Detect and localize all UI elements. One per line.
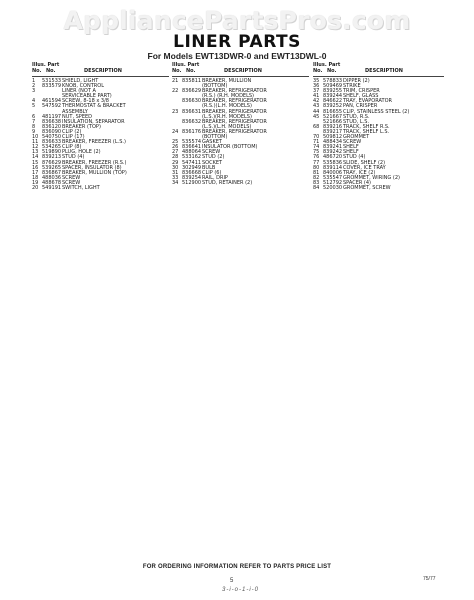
illus-number: 80 [313, 164, 320, 171]
illus-number: 42 [313, 98, 320, 105]
illus-number: 6 [32, 113, 36, 120]
part-number: 836631 [182, 108, 202, 115]
illus-number: 36 [313, 83, 320, 90]
part-description: BREAKER (TOP) [62, 123, 101, 130]
part-description: SPACER, INSULATOR (8) [62, 164, 122, 171]
illus-number: 68 [313, 123, 320, 130]
part-number: 535547 [323, 174, 343, 181]
part-description: KNOB, CONTROL [62, 83, 104, 90]
part-number: 816655 [323, 108, 343, 115]
part-number: 578833 [323, 78, 343, 84]
part-number: 535836 [323, 159, 343, 166]
part-description: LINER (NOT A [62, 88, 96, 95]
header-description: DESCRIPTION [365, 68, 403, 74]
part-number: 512792 [323, 179, 343, 186]
part-number: 839213 [42, 154, 62, 161]
part-number: 839255 [323, 88, 343, 95]
part-description: SHELF [343, 144, 359, 151]
header-description: DESCRIPTION [224, 68, 262, 74]
header-rule [32, 76, 169, 77]
part-description: BULB [202, 164, 216, 171]
part-description: SCREW [62, 174, 81, 181]
part-number: 836632 [182, 118, 202, 125]
illus-number: 34 [172, 179, 179, 186]
part-number: 835811 [182, 78, 202, 84]
part-number: 836633 [42, 139, 62, 146]
column-rows [313, 79, 444, 191]
illus-number: 44 [313, 108, 320, 115]
part-number: 509469 [323, 83, 343, 90]
part-description: SERVICEABLE PART) [62, 93, 112, 100]
part-number: 519890 [42, 149, 62, 156]
part-description: SPACER (4) [343, 179, 371, 186]
part-description: (L.S.)(R.H. MODELS) [202, 113, 252, 120]
illus-number: 75 [313, 149, 320, 156]
illus-number: 33 [172, 174, 179, 181]
part-row [32, 186, 169, 191]
part-number: 540750 [42, 134, 62, 141]
part-number: 840006 [323, 169, 343, 176]
illus-number: 14 [32, 154, 39, 161]
parts-column-1 [32, 62, 169, 424]
header-description: DESCRIPTION [84, 68, 122, 74]
part-number: 461594 [42, 98, 62, 105]
column-header [172, 62, 309, 79]
parts-column-2 [172, 62, 309, 424]
part-description: BREAKER, REFRIGERATOR [202, 88, 267, 95]
part-number: 539265 [42, 164, 62, 171]
illus-number: 18 [32, 174, 39, 181]
part-number: 839252 [323, 103, 343, 110]
part-number: 876629 [42, 159, 62, 166]
illus-number: 10 [32, 134, 39, 141]
header-part-no: No. [46, 68, 56, 74]
illus-number: 15 [32, 159, 39, 166]
part-description: BREAKER, MULLION (TOP) [62, 169, 127, 176]
part-number: 836641 [182, 144, 202, 151]
illus-number: 8 [32, 123, 36, 130]
illus-number: 22 [172, 88, 179, 95]
illus-number: 16 [32, 164, 39, 171]
part-description: BREAKER, FREEZER (R.S.) [62, 159, 127, 166]
illus-number: 76 [313, 154, 320, 161]
part-description: SHELF, GLASS [343, 93, 379, 100]
handwritten-mark: 3-i-o-1-i-0 [222, 587, 260, 593]
part-number: 836090 [42, 128, 62, 135]
part-description: STUD, R.S. [343, 113, 370, 120]
part-description: PLUG, HOLE (2) [62, 149, 101, 156]
part-number: 481197 [42, 113, 62, 120]
illus-number: 37 [313, 88, 320, 95]
part-number: 486720 [323, 154, 343, 161]
parts-column-3 [313, 62, 444, 424]
illus-number: 12 [32, 144, 39, 151]
part-number: 302949 [182, 164, 202, 171]
part-description: PAN, CRISPER [343, 103, 378, 110]
part-description: SLIDE, SHELF (2) [343, 159, 386, 166]
part-description: (R.S.)(L.H. MODELS) [202, 103, 252, 110]
header-illus-part: Illus. Part [172, 62, 200, 68]
page-title: LINER PARTS [173, 32, 301, 52]
illus-number: 25 [172, 139, 179, 146]
header-illus-part: Illus. Part [313, 62, 341, 68]
part-description: STUD (2) [202, 154, 225, 161]
part-description: SHIELD, LIGHT [62, 78, 99, 84]
part-description: TRIM, CRISPER [343, 88, 380, 95]
illus-number: 20 [32, 184, 39, 191]
column-header [313, 62, 444, 79]
illus-number: 19 [32, 179, 39, 186]
part-description: TRAY, EVAPORATOR [343, 98, 392, 105]
part-number: 512900 [182, 179, 202, 186]
illus-number: 28 [172, 154, 179, 161]
part-number: 836668 [182, 169, 202, 176]
document-code: 75/77 [423, 576, 436, 582]
part-description: CLIP (17) [62, 134, 85, 141]
header-illus-part: Illus. Part [32, 62, 60, 68]
part-description: STUD, RETAINER (2) [202, 179, 253, 186]
header-no: No. [313, 68, 323, 74]
part-description: ASSEMBLY [62, 108, 88, 115]
header-rule [313, 76, 444, 77]
part-number: 839241 [323, 144, 343, 151]
part-description: GROMMET, SCREW [343, 184, 391, 191]
header-no: No. [32, 68, 42, 74]
part-description: CLIP (8) [62, 144, 82, 151]
illus-number: 11 [32, 139, 39, 146]
illus-number: 17 [32, 169, 39, 176]
part-description: SWITCH, LIGHT [62, 184, 100, 191]
watermark-logo: AppliancePartsPros.com [63, 6, 411, 35]
part-description: (R.S.) (R.H. MODELS) [202, 93, 254, 100]
illus-number: 45 [313, 113, 320, 120]
part-number: 836176 [182, 128, 202, 135]
illus-number: 82 [313, 174, 320, 181]
part-description: BREAKER, REFRIGERATOR [202, 98, 267, 105]
part-description: GROMMET [343, 134, 370, 141]
part-description: STUD, L.S. [343, 118, 370, 125]
part-description: SCREW [202, 149, 221, 156]
part-number: 488064 [182, 149, 202, 156]
part-number: 534265 [42, 144, 62, 151]
part-number: 836629 [182, 88, 202, 95]
part-description: BREAKER, REFRIGERATOR [202, 128, 267, 135]
illus-number: 77 [313, 159, 320, 166]
part-number: 488036 [42, 174, 62, 181]
illus-number: 23 [172, 108, 179, 115]
part-number: 531533 [42, 78, 62, 84]
part-description: TRACK, SHELF L.S. [343, 128, 390, 135]
illus-number: 84 [313, 184, 320, 191]
illus-number: 27 [172, 149, 179, 156]
header-no: No. [172, 68, 182, 74]
illus-number: 29 [172, 159, 179, 166]
part-description: BREAKER, FREEZER (L.S.) [62, 139, 126, 146]
part-number: 839242 [323, 149, 343, 156]
ordering-note: FOR ORDERING INFORMATION REFER TO PARTS PRICE LIST [142, 564, 332, 570]
illus-number: 41 [313, 93, 320, 100]
part-description: SCREW, 8-18 x 3/8 [62, 98, 109, 105]
illus-number: 5 [32, 103, 36, 110]
part-number: 836120 [42, 123, 62, 130]
part-description: (BOTTOM) [202, 83, 228, 90]
header-part-no: No. [186, 68, 196, 74]
illus-number: 2 [32, 83, 36, 90]
part-description: SCREW [62, 179, 81, 186]
part-number: 839114 [323, 164, 343, 171]
illus-number: 1 [32, 78, 36, 84]
part-number: 521667 [323, 113, 343, 120]
part-description: GASKET [202, 139, 222, 146]
part-row [172, 181, 309, 186]
part-number: 533162 [182, 154, 202, 161]
part-description: SHELF [343, 149, 359, 156]
part-number: 549191 [42, 184, 62, 191]
part-description: RAIL, DRIP [202, 174, 228, 181]
illus-number: 13 [32, 149, 39, 156]
page-subtitle: For Models EWT13DWR-0 and EWT13DWL-0 [147, 51, 327, 61]
illus-number: 26 [172, 144, 179, 151]
header-part-no: No. [327, 68, 337, 74]
part-number: 833579 [42, 83, 62, 90]
part-number: 836867 [42, 169, 62, 176]
part-number: 509812 [323, 134, 343, 141]
header-rule [172, 76, 309, 77]
illus-number: 9 [32, 128, 36, 135]
part-description: STRIKE [343, 83, 361, 90]
parts-table [32, 62, 444, 424]
part-number: 839244 [323, 93, 343, 100]
illus-number: 35 [313, 78, 320, 84]
illus-number: 81 [313, 169, 320, 176]
illus-number: 43 [313, 103, 320, 110]
illus-number: 74 [313, 144, 320, 151]
part-description: CLIP (2) [62, 128, 82, 135]
part-description: INSULATION, SEPARATOR [62, 118, 125, 125]
illus-number: 7 [32, 118, 36, 125]
part-description: SOCKET [202, 159, 223, 166]
part-number: 488434 [323, 139, 343, 146]
column-rows [32, 79, 169, 191]
part-description: BREAKER, REFRIGERATOR [202, 108, 267, 115]
part-number: 846622 [323, 98, 343, 105]
part-description: TRACK, SHELF R.S. [343, 123, 390, 130]
part-description: SCREW [343, 139, 362, 146]
part-number: 839216 [323, 123, 343, 130]
part-description: DIPPER (2) [343, 78, 370, 84]
part-description: NUT, SPEED [62, 113, 92, 120]
illus-number: 71 [313, 139, 320, 146]
part-number: 839217 [323, 128, 343, 135]
part-number: 520030 [323, 184, 343, 191]
part-description: GROMMET, WIRING (2) [343, 174, 400, 181]
page-number: 5 [230, 578, 234, 584]
part-description: BREAKER, MULLION [202, 78, 252, 84]
part-number: 547411 [182, 159, 202, 166]
illus-number: 24 [172, 128, 179, 135]
part-number: 836638 [42, 118, 62, 125]
part-number: 535574 [182, 139, 202, 146]
illus-number: 30 [172, 164, 179, 171]
part-row [313, 186, 444, 191]
illus-number: 3 [32, 88, 36, 95]
part-description: BREAKER, REFRIGERATOR [202, 118, 267, 125]
part-description: INSULATOR (BOTTOM) [202, 144, 258, 151]
part-description: (L.S.)(L.H. MODELS) [202, 123, 252, 130]
part-number: 839254 [182, 174, 202, 181]
part-description: THERMOSTAT & BRACKET [62, 103, 126, 110]
part-number: 547592 [42, 103, 62, 110]
illus-number: 83 [313, 179, 320, 186]
part-description: TRAY, ICE (2) [343, 169, 376, 176]
part-number: 488678 [42, 179, 62, 186]
column-rows [172, 79, 309, 186]
part-description: STUD (4) [62, 154, 85, 161]
illus-number: 31 [172, 169, 179, 176]
illus-number: 21 [172, 78, 179, 84]
part-number: 521666 [323, 118, 343, 125]
part-description: STUD (4) [343, 154, 366, 161]
part-description: CLIP, STAINLESS STEEL (2) [343, 108, 410, 115]
part-description: CLIP (6) [202, 169, 222, 176]
part-description: COVER, ICE TRAY [343, 164, 386, 171]
illus-number: 4 [32, 98, 36, 105]
part-description: (BOTTOM) [202, 134, 228, 141]
illus-number: 70 [313, 134, 320, 141]
part-number: 836630 [182, 98, 202, 105]
column-header [32, 62, 169, 79]
